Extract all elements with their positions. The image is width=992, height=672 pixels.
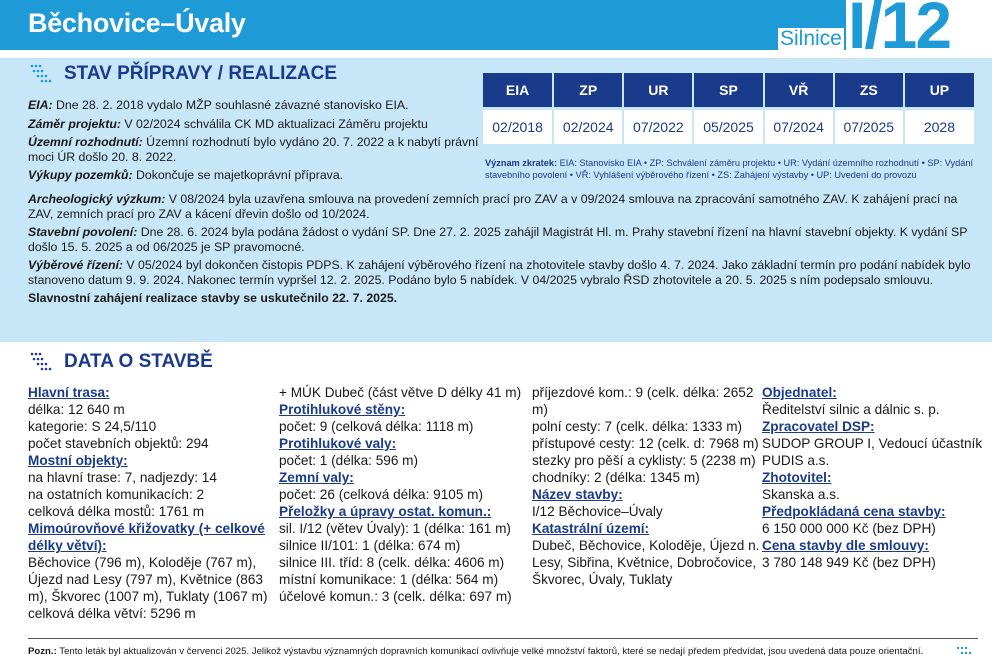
archeo-paragraph [28, 192, 978, 221]
stavebni-label: Stavební povolení: [28, 225, 138, 239]
delka: délka: 12 640 m [28, 402, 125, 417]
legend-text: EIA: Stanovisko EIA • ZP: Schválení záměru projektu • UR: Vydání územního rozhodnutí • SP: Vydání stavebního povolení • VŘ: Vyhlášení výběrového řízení • ZS: Zahájení výstavby • UP: Uvedení do provozu [485, 158, 973, 180]
stages-table [483, 73, 974, 144]
objednatel-heading: Objednatel: [762, 385, 837, 400]
eia-label: EIA: [28, 98, 53, 112]
legend-label: Význam zkratek: [485, 158, 558, 168]
zamer-paragraph [28, 117, 480, 132]
data-column-3 [532, 384, 762, 588]
road-number-wrap [846, 0, 992, 50]
stages-value-row [483, 108, 974, 144]
road-type-label: Silnice [780, 27, 842, 50]
nazev-stavby-heading: Název stavby: [532, 487, 623, 502]
stage-value: 2028 [904, 108, 974, 144]
data-heading [28, 350, 213, 374]
stage-value: 02/2018 [483, 108, 553, 144]
stage-value: 02/2024 [553, 108, 623, 144]
predpokladana-cena: 6 150 000 000 Kč (bez DPH) [762, 521, 936, 536]
dots-icon [955, 645, 975, 659]
komunikace-line: polní cesty: 7 (celk. délka: 1333 m) [532, 419, 743, 434]
stage-value: 07/2024 [764, 108, 834, 144]
stav-left-text [28, 98, 480, 187]
komunikace-line: příjezdové kom.: 9 (celk. délka: 2652 m) [532, 385, 754, 417]
prelozka-line: účelové komun.: 3 (celk. délka: 697 m) [279, 589, 512, 604]
protihlukove-steny: počet: 9 (celková délka: 1118 m) [279, 419, 474, 434]
stage-header: ZS [834, 73, 904, 108]
zpracovatel: SUDOP GROUP I, Vedoucí účastník PUDIS a.s. [762, 436, 983, 468]
mostni-objekty-heading: Mostní objekty: [28, 453, 128, 468]
mostni-line: celková délka mostů: 1761 m [28, 504, 205, 519]
uzemni-label: Územní rozhodnutí: [28, 135, 143, 149]
stage-header: EIA [483, 73, 553, 108]
komunikace-line: chodníky: 2 (délka: 1345 m) [532, 470, 700, 485]
stavebni-text: Dne 28. 6. 2024 byla podána žádost o vydání SP. Dne 27. 2. 2025 zahájil Magistrát Hl. m. Prahy stavební řízení na hlavní stavební objekty. K vydání SP došlo 15. 5. 2025 a od 06/2025 je SP pravomocné. [28, 225, 968, 254]
vyberove-paragraph [28, 258, 978, 287]
objednatel: Ředitelství silnic a dálnic s. p. [762, 402, 940, 417]
data-column-4 [762, 384, 987, 571]
footer-label: Pozn.: [28, 646, 57, 657]
katastralni-uzemi: Dubeč, Běchovice, Koloděje, Újezd n. Lesy, Sibřina, Květnice, Dobročovice, Škvorec, Úvaly, Tuklaty [532, 538, 760, 587]
vyberove-text: V 05/2024 byl dokončen čistopis PDPS. K zahájení výběrového řízení na zhotovitele stavby došlo 4. 7. 2024. Jako základní termín pro podání nabídek bylo stanoveno datum 9. 9. 2024. Nakonec termín vypršel 12. 2. 2025. Podáno bylo 5 nabídek. V 04/2025 vybralo ŘSD zhotovitele a 20. 5. 2025 s ním podepsalo smlouvu. [28, 258, 971, 287]
prelozka-line: silnice II/101: 1 (délka: 674 m) [279, 538, 461, 553]
predpokladana-cena-heading: Předpokládaná cena stavby: [762, 504, 946, 519]
zamer-text: V 02/2024 schválila CK MD aktualizaci Záměru projektu [120, 116, 428, 131]
mimourovnove-total: celková délka větví: 5296 m [28, 606, 196, 621]
stav-heading [28, 62, 337, 86]
zhotovitel-heading: Zhotovitel: [762, 470, 832, 485]
mimourovnove-text: Běchovice (796 m), Koloděje (767 m), Újezd nad Lesy (797 m), Květnice (863 m), Škvorec (1007 m), Tuklaty (1067 m) [28, 555, 268, 604]
stage-header: ZP [553, 73, 623, 108]
katastralni-uzemi-heading: Katastrální území: [532, 521, 650, 536]
road-number: I/12 [848, 0, 951, 50]
pocet-objektu: počet stavebních objektů: 294 [28, 436, 209, 451]
kategorie: kategorie: S 24,5/110 [28, 419, 157, 434]
stage-header: UP [904, 73, 974, 108]
stripes-icon [28, 350, 58, 374]
stage-header: UR [623, 73, 693, 108]
footer-divider [28, 638, 978, 639]
stav-full-text [28, 192, 978, 310]
protihlukove-valy-heading: Protihlukové valy: [279, 436, 397, 451]
stav-heading-text: STAV PŘÍPRAVY / REALIZACE [64, 63, 338, 84]
footer-note [28, 646, 978, 657]
komunikace-line: stezky pro pěší a cyklisty: 5 (2238 m) [532, 453, 756, 468]
stavebni-paragraph [28, 225, 978, 254]
prelozka-line: sil. I/12 (větev Úvaly): 1 (délka: 161 m) [279, 521, 511, 536]
eia-paragraph [28, 98, 480, 113]
cena-smlouvy-heading: Cena stavby dle smlouvy: [762, 538, 929, 553]
mostni-line: na hlavní trase: 7, nadjezdy: 14 [28, 470, 217, 485]
muk-dubec: + MÚK Dubeč (část větve D délky 41 m) [279, 385, 522, 400]
zemni-valy-heading: Zemní valy: [279, 470, 354, 485]
prelozka-line: místní komunikace: 1 (délka: 564 m) [279, 572, 499, 587]
protihlukove-steny-heading: Protihlukové stěny: [279, 402, 406, 417]
page-title: Běchovice–Úvaly [28, 8, 246, 38]
stages-legend [485, 157, 980, 181]
vykupy-text: Dokončuje se majetkoprávní příprava. [132, 168, 344, 182]
data-column-1 [28, 384, 278, 622]
zhotovitel: Skanska a.s. [762, 487, 840, 502]
mimourovnove-heading: Mimoúrovňové křižovatky (+ celkové délky větví): [28, 521, 265, 553]
stage-header: SP [693, 73, 763, 108]
stage-value: 07/2025 [834, 108, 904, 144]
data-column-2 [279, 384, 531, 605]
data-heading-text: DATA O STAVBĚ [64, 351, 213, 372]
uzemni-paragraph [28, 135, 480, 164]
stages-header-row [483, 73, 974, 108]
hlavni-trasa-heading: Hlavní trasa: [28, 385, 110, 400]
stripes-icon [28, 62, 58, 86]
protihlukove-valy: počet: 1 (délka: 596 m) [279, 453, 419, 468]
nazev-stavby: I/12 Běchovice–Úvaly [532, 504, 663, 519]
stage-value: 07/2022 [623, 108, 693, 144]
eia-text: Dne 28. 2. 2018 vydalo MŽP souhlasné závazné stanovisko EIA. [52, 98, 409, 112]
zpracovatel-heading: Zpracovatel DSP: [762, 419, 875, 434]
zemni-valy: počet: 26 (celková délka: 9105 m) [279, 487, 484, 502]
footer-text: Tento leták byl aktualizován v červenci 2025. Jelikož výstavbu významných dopravních komunikací ovlivňuje velké množství faktorů, které se nedají předem předvídat, jsou uvedená data pouze orientační. [56, 646, 924, 657]
prelozky-heading: Přeložky a úpravy ostat. komun.: [279, 504, 492, 519]
cena-smlouvy: 3 780 148 949 Kč (bez DPH) [762, 555, 936, 570]
prelozka-line: silnice III. tříd: 8 (celk. délka: 4606 m) [279, 555, 505, 570]
slavnostni-paragraph: Slavnostní zahájení realizace stavby se uskutečnilo 22. 7. 2025. [28, 291, 398, 305]
komunikace-line: přístupové cesty: 12 (celk. d: 7968 m) [532, 436, 759, 451]
uzemni-text: Územní rozhodnutí bylo vydáno 20. 7. 2022 a k nabytí právní moci ÚR došlo 20. 8. 2022. [28, 135, 479, 164]
vykupy-label: Výkupy pozemků: [28, 168, 133, 182]
archeo-text: V 08/2024 byla uzavřena smlouva na provedení zemních prací pro ZAV a v 09/2024 smlouva na zpracování samotného ZAV. K zahájení prací na ZAV, zemních prací pro ZAV a kácení dřevin došlo od 10/2024. [28, 192, 958, 221]
stage-header: VŘ [764, 73, 834, 108]
stage-value: 05/2025 [693, 108, 763, 144]
zamer-label: Záměr projektu: [28, 116, 121, 131]
vyberove-label: Výběrové řízení: [28, 258, 123, 272]
mostni-line: na ostatních komunikacích: 2 [28, 487, 205, 502]
archeo-label: Archeologický výzkum: [28, 192, 166, 206]
vykupy-paragraph [28, 168, 480, 183]
